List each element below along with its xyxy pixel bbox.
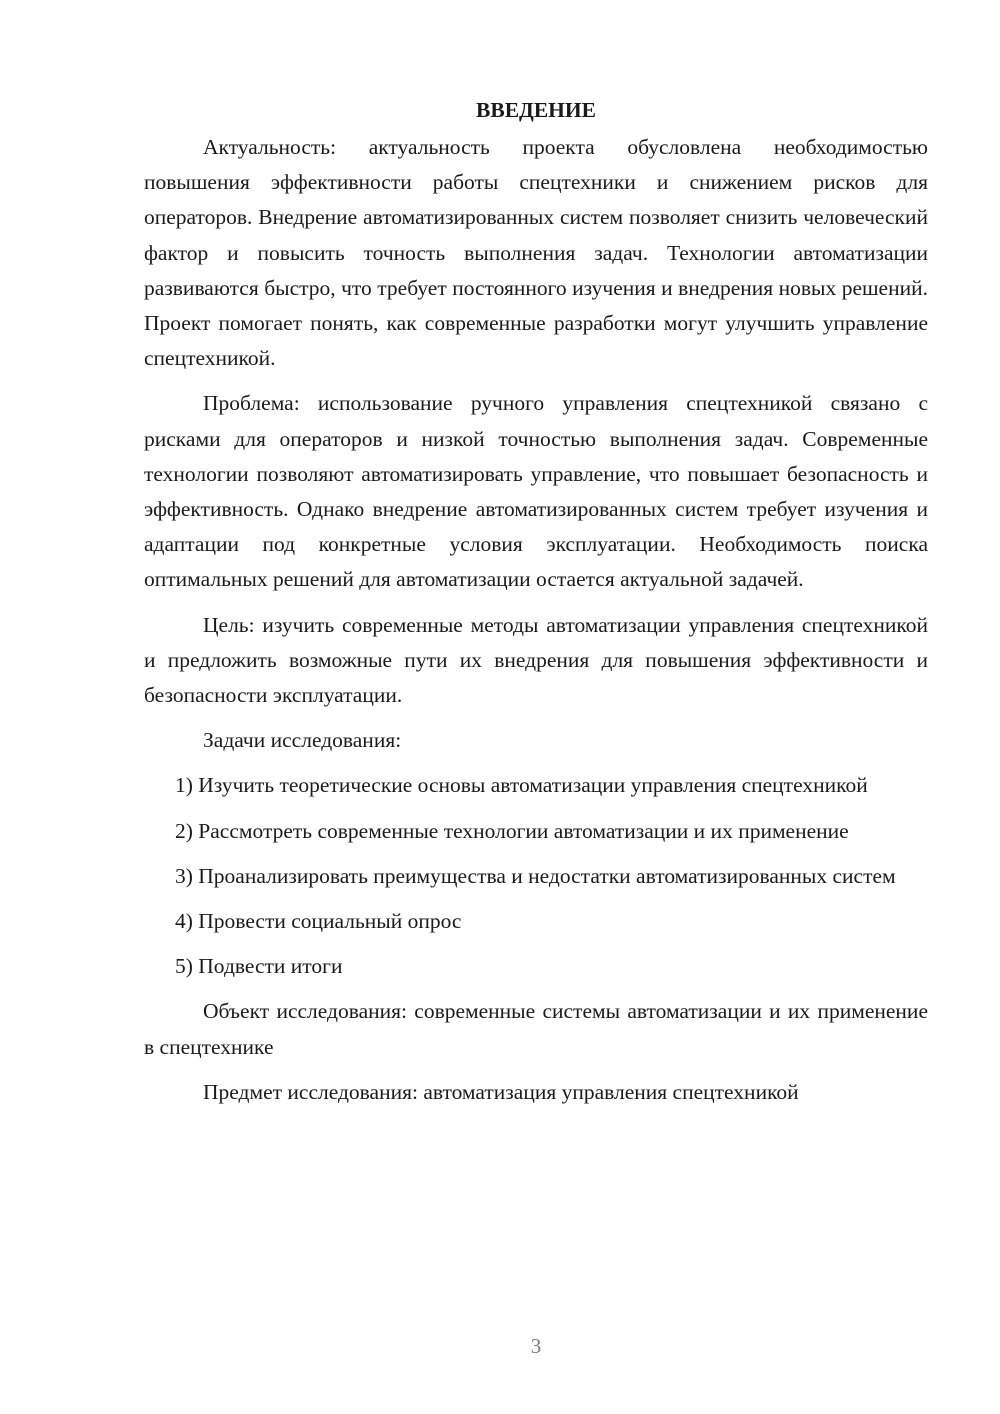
paragraph-relevance: Актуальность: актуальность проекта обусловлена необходимостью повышения эффективности работы спецтехники и снижением рисков для операторов. Внедрение автоматизированных систем позволяет снизить человеческий фактор и повысить точность выполнения задач. Технологии автоматизации развиваются быстро, что требует постоянного изучения и внедрения новых решений. Проект помогает понять, как современные разработки могут улучшить управление спецтехникой. (144, 135, 928, 371)
tasks-heading: Задачи исследования: (203, 728, 402, 753)
page-content (144, 93, 928, 1120)
research-object: Объект исследования: современные системы автоматизации и их применение в спецтехнике (144, 999, 928, 1059)
task-item-5: 5) Подвести итоги (175, 954, 343, 979)
research-subject: Предмет исследования: автоматизация управления спецтехникой (203, 1079, 799, 1104)
task-item-2: 2) Рассмотреть современные технологии автоматизации и их применение (175, 818, 849, 843)
task-item-4: 4) Провести социальный опрос (175, 909, 462, 934)
task-item-1: 1) Изучить теоретические основы автоматизации управления спецтехникой (175, 773, 868, 798)
page-number: 3 (530, 1334, 542, 1358)
paragraph-problem: Проблема: использование ручного управления спецтехникой связано с рисками для операторов и низкой точностью выполнения задач. Современные технологии позволяют автоматизировать управление, что повышает безопасность и эффективность. Однако внедрение автоматизированных систем требует изучения и адаптации под конкретные условия эксплуатации. Необходимость поиска оптимальных решений для автоматизации остается актуальной задачей. (144, 391, 928, 592)
page-title: ВВЕДЕНИЕ (476, 98, 596, 122)
paragraph-goal: Цель: изучить современные методы автоматизации управления спецтехникой и предложить возможные пути их внедрения для повышения эффективности и безопасности эксплуатации. (144, 612, 928, 708)
task-item-3: 3) Проанализировать преимущества и недостатки автоматизированных систем (175, 863, 896, 888)
